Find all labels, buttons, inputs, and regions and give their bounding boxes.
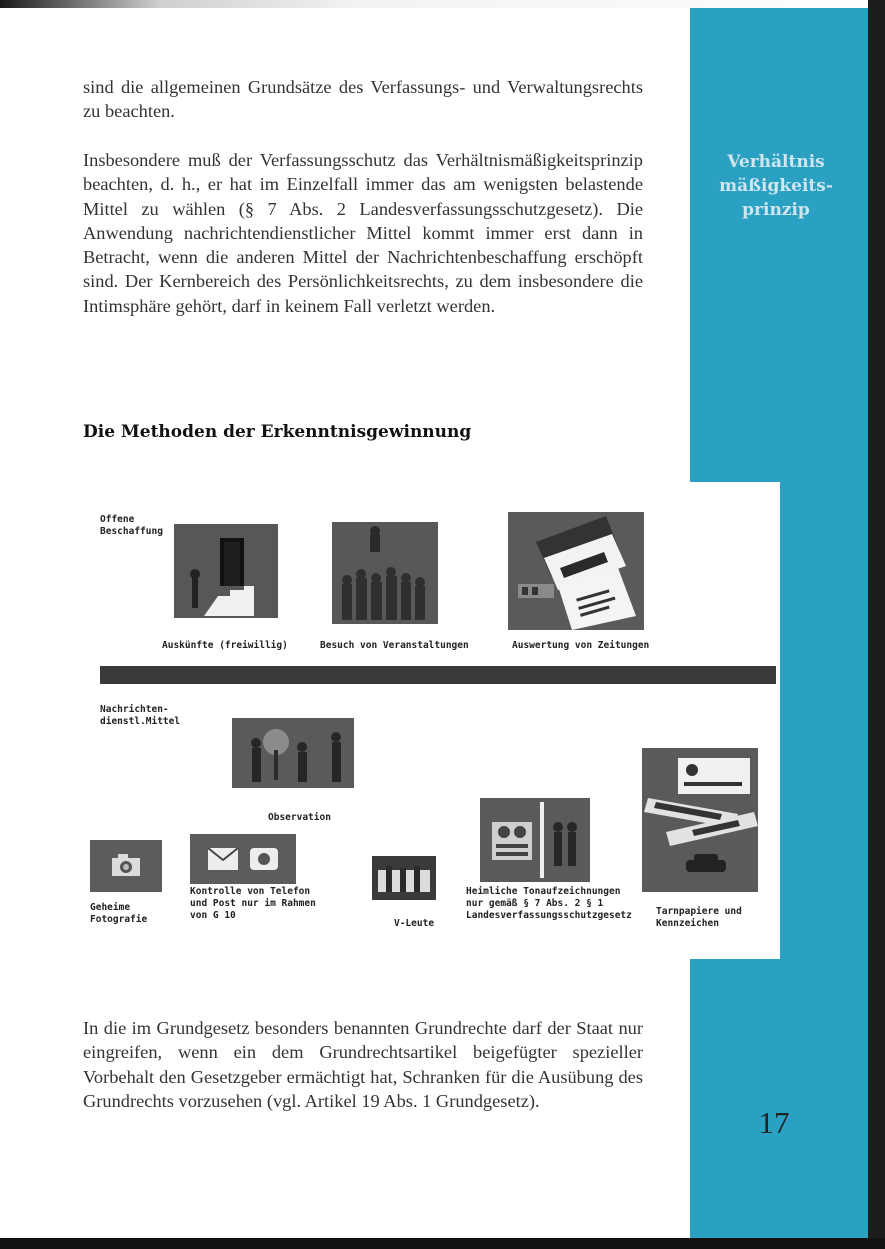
- label-kontrolle: Kontrolle von Telefon und Post nur im Rahmen von G 10: [190, 886, 316, 921]
- methods-figure: [82, 482, 780, 959]
- paragraph-grundrechte: In die im Grundgesetz besonders benannten Grundrechte darf der Staat nur eingreifen, wenn ein dem Grundrechtsartikel beigefügter spezieller Vorbehalt den Gesetzgeber ermächtigt hat, Schranken für die Ausübung des Grundrechts vorzusehen (vgl. Artikel 19 Abs. 1 Grundgesetz).: [83, 1018, 643, 1111]
- illustration-tape-recorder: [480, 798, 590, 882]
- illustration-newspapers: [508, 512, 644, 630]
- label-v-leute: V-Leute: [394, 918, 435, 929]
- page-number: 17: [758, 1105, 790, 1140]
- page-edge: [868, 0, 885, 1249]
- illustration-cover-documents: [642, 748, 758, 892]
- margin-note: Verhältnis mäßigkeits- prinzip: [719, 152, 833, 220]
- illustration-camera: [90, 840, 162, 892]
- label-offene-beschaffung: Offene Beschaffung: [100, 514, 163, 537]
- illustration-v-leute: [372, 856, 436, 900]
- paragraph-proportionality: Insbesondere muß der Verfassungsschutz das Verhältnismäßigkeitsprinzip beachten, d. h., er hat im Einzelfall immer das am wenigsten belastende Mittel zu wählen (§ 7 Abs. 2 Landesverfassungsschutzgesetz). Die Anwendung nachrichtendienstlicher Mittel kommt immer erst dann in Betracht, wenn die anderen Mittel der Nachrichtenbeschaffung erschöpft sind. Der Kernbereich des Persönlichkeitsrechts, zu dem insbesondere die Intimsphäre gehört, darf in keinem Fall verletzt werden.: [83, 150, 643, 316]
- label-nachrichtendienstliche-mittel: Nachrichten- dienstl.Mittel: [100, 704, 181, 727]
- paragraph-intro: sind die allgemeinen Grundsätze des Verfassungs- und Verwaltungsrechts zu beachten.: [83, 77, 643, 122]
- label-auskuenfte: Auskünfte (freiwillig): [162, 640, 288, 651]
- label-zeitungen: Auswertung von Zeitungen: [512, 640, 650, 651]
- label-tonaufzeichnungen: Heimliche Tonaufzeichnungen nur gemäß § 7 Abs. 2 § 1 Landesverfassungsschutzgesetz: [466, 886, 632, 921]
- illustration-crowd: [332, 522, 438, 624]
- label-geheime-fotografie: Geheime Fotografie: [90, 902, 148, 925]
- illustration-door-stairs: [174, 524, 278, 618]
- label-observation: Observation: [268, 812, 331, 823]
- section-heading: Die Methoden der Erkenntnisgewinnung: [83, 422, 472, 442]
- label-veranstaltungen: Besuch von Veranstaltungen: [320, 640, 469, 651]
- divider-bar: [100, 666, 776, 684]
- illustration-observation: [232, 718, 354, 788]
- illustration-letter-telephone: [190, 834, 296, 884]
- bottom-rule: [0, 1238, 885, 1249]
- top-rule: [0, 0, 885, 8]
- label-tarnpapiere: Tarnpapiere und Kennzeichen: [656, 906, 742, 929]
